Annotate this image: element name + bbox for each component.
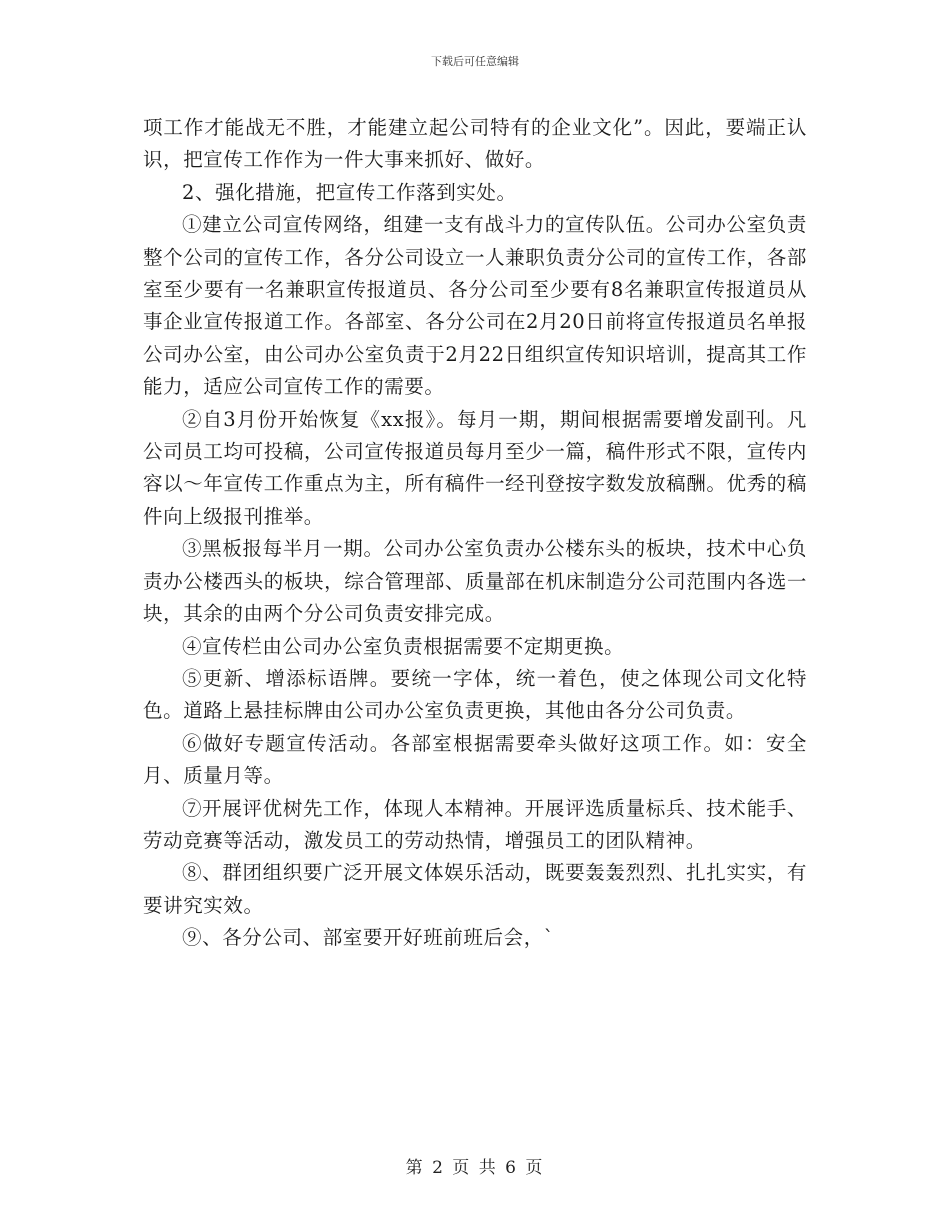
paragraph: ④宣传栏由公司办公室负责根据需要不定期更换。 [182,634,625,658]
paragraph: 项工作才能战无不胜，才能建立起公司特有的企业文化”。因此，要端正认识，把宣传工作作为一件大事来抓好、做好。 [143,116,807,172]
paragraph: ⑤更新、增添标语牌。要统一字体，统一着色，使之体现公司文化特色。道路上悬挂标牌由公司办公室负责更换，其他由各分公司负责。 [143,666,807,723]
page-header-note: 下载后可任意编辑 [431,55,519,68]
paragraph: ⑧、群团组织要广泛开展文体娱乐活动，既要轰轰烈烈、扎扎实实，有要讲究实效。 [143,861,807,917]
paragraph: ③黑板报每半月一期。公司办公室负责办公楼东头的板块，技术中心负责办公楼西头的板块，综合管理部、质量部在机床制造分公司范围内各选一块，其余的由两个分公司负责安排完成。 [143,537,807,626]
paragraph: ⑨、各分公司、部室要开好班前班后会，` [182,926,555,950]
paragraph: ⑦开展评优树先工作，体现人本精神。开展评选质量标兵、技术能手、劳动竞赛等活动，激发员工的劳动热情，增强员工的团队精神。 [143,796,807,852]
page-number-footer: 第 2 页 共 6 页 [405,1158,545,1178]
document-body [143,112,807,955]
paragraph: ②自3月份开始恢复《xx报》。每月一期，期间根据需要增发副刊。凡公司员工均可投稿，公司宣传报道员每月至少一篇，稿件形式不限，宣传内容以～年宣传工作重点为主，所有稿件一经刊登按字数发放稿酬。优秀的稿件向上级报刊推举。 [143,407,807,528]
paragraph: ①建立公司宣传网络，组建一支有战斗力的宣传队伍。公司办公室负责整个公司的宣传工作，各分公司设立一人兼职负责分公司的宣传工作，各部室至少要有一名兼职宣传报道员、各分公司至少要有8名兼职宣传报道员从事企业宣传报道工作。各部室、各分公司在2月20日前将宣传报道员名单报公司办公室，由公司办公室负责于2月22日组织宣传知识培训，提高其工作能力，适应公司宣传工作的需要。 [143,213,807,399]
paragraph: ⑥做好专题宣传活动。各部室根据需要牵头做好这项工作。如：安全月、质量月等。 [143,731,807,788]
paragraph: 2、强化措施，把宣传工作落到实处。 [182,180,517,204]
